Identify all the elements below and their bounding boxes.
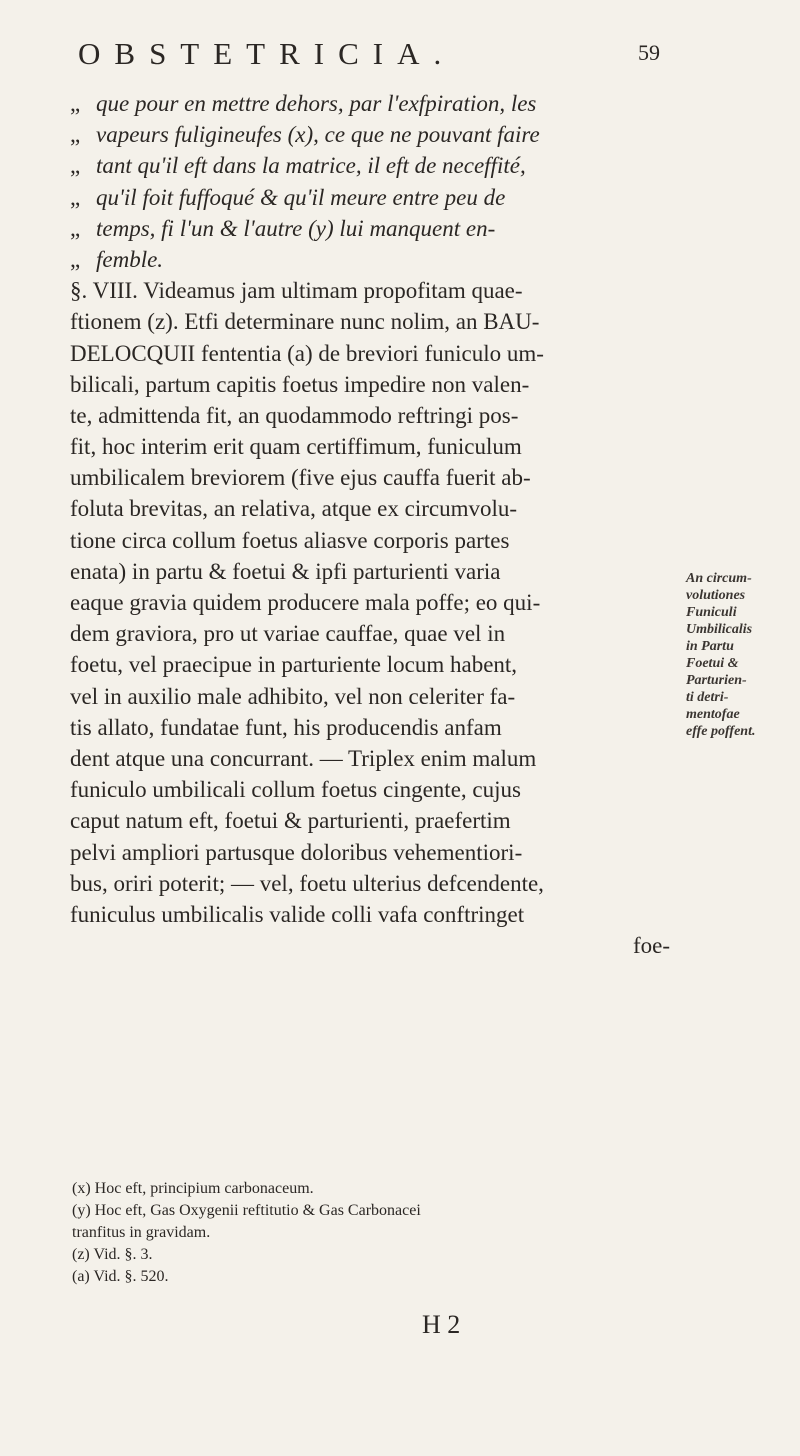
- text-line: [70, 774, 670, 805]
- line-text: funiculo umbilicali collum foetus cingente, cujus: [70, 777, 521, 803]
- margin-note-line: ti detri-: [686, 690, 729, 705]
- line-text: DELOCQUII fententia (a) de breviori funiculo um-: [70, 340, 544, 366]
- body-text: [70, 88, 670, 961]
- text-line: [70, 400, 670, 431]
- line-text: §. VIII. Videamus jam ultimam propofitam quae-: [70, 278, 523, 304]
- line-text: eaque gravia quidem producere mala poffe; eo qui-: [70, 590, 541, 615]
- line-text: tis allato, fundatae funt, his producendis anfam: [70, 714, 502, 740]
- running-title: OBSTETRICIA.: [78, 36, 456, 71]
- margin-note-line: effe poffent.: [686, 724, 756, 739]
- footnote: (a) Vid. §. 520.: [72, 1268, 169, 1285]
- line-text: umbilicalem breviorem (five ejus cauffa fuerit ab-: [70, 465, 531, 491]
- text-line: [70, 930, 670, 961]
- line-text: foluta brevitas, an relativa, atque ex circumvolu-: [70, 496, 518, 522]
- margin-note-line: in Partu: [686, 639, 734, 654]
- quote-mark: „: [70, 91, 81, 116]
- text-line: [70, 244, 670, 275]
- line-text: que pour en mettre dehors, par l'exfpiration, les: [96, 91, 537, 116]
- line-text: foetu, vel praecipue in parturiente locum habent,: [70, 652, 518, 678]
- text-line: [70, 275, 670, 306]
- line-text: te, admittenda fit, an quodammodo reftringi pos-: [70, 402, 519, 428]
- line-text: caput natum eft, foetui & parturienti, praefertim: [70, 808, 511, 834]
- line-text: pelvi ampliori partusque doloribus vehementiori-: [70, 839, 523, 865]
- line-text: dent atque una concurrant. — Triplex enim malum: [70, 745, 537, 771]
- text-line: [70, 525, 670, 556]
- text-line: [70, 338, 670, 369]
- text-line: [70, 556, 670, 587]
- line-text: femble.: [96, 246, 164, 272]
- text-line: [70, 712, 670, 743]
- text-line: [70, 681, 670, 712]
- line-text: enata) in partu & foetui & ipfi parturienti varia: [70, 558, 501, 584]
- text-line: [70, 306, 670, 337]
- text-line: [70, 369, 670, 400]
- line-text: tione circa collum foetus aliasve corporis partes: [70, 527, 510, 553]
- text-line: [70, 431, 670, 462]
- footnote: (x) Hoc eft, principium carbonaceum.: [72, 1180, 314, 1197]
- text-line: [70, 213, 670, 244]
- line-text: ftionem (z). Etfi determinare nunc nolim, an BAU-: [70, 309, 540, 335]
- line-text: foe-: [632, 933, 670, 959]
- page-header: [78, 36, 660, 72]
- text-line: [70, 462, 670, 493]
- margin-note-line: volutiones: [686, 588, 746, 603]
- quote-mark: „: [70, 215, 81, 241]
- line-text: vapeurs fuligineufes (x), ce que ne pouvant faire: [96, 122, 540, 148]
- text-line: [70, 493, 670, 524]
- text-line: [70, 837, 670, 868]
- line-text: dem graviora, pro ut variae cauffae, quae vel in: [70, 621, 506, 647]
- text-line: [70, 805, 670, 836]
- margin-note-line: mentofae: [686, 707, 740, 722]
- line-text: vel in auxilio male adhibito, vel non celeriter fa-: [70, 683, 516, 709]
- margin-note-line: Parturien-: [686, 673, 747, 688]
- margin-note-line: Umbilicalis: [686, 622, 753, 637]
- footnotes: [72, 1178, 712, 1288]
- text-line: [70, 587, 670, 618]
- footnote: tranfitus in gravidam.: [72, 1224, 211, 1241]
- line-text: tant qu'il eft dans la matrice, il eft de neceffité,: [96, 153, 526, 179]
- footnote: (z) Vid. §. 3.: [72, 1246, 153, 1263]
- line-text: bilicali, partum capitis foetus impedire non valen-: [70, 371, 530, 397]
- text-line: [70, 618, 670, 649]
- text-line: [70, 899, 670, 930]
- line-text: bus, oriri poterit; — vel, foetu ulterius defcendente,: [70, 870, 544, 896]
- quote-mark: „: [70, 122, 81, 148]
- signature-mark: H 2: [422, 1310, 461, 1339]
- text-line: [70, 868, 670, 899]
- footnote: (y) Hoc eft, Gas Oxygenii reftitutio & Gas Carbonacei: [72, 1202, 421, 1219]
- text-line: [70, 150, 670, 181]
- text-line: [70, 119, 670, 150]
- line-text: qu'il foit fuffoqué & qu'il meure entre peu de: [96, 184, 506, 210]
- margin-note-line: Funiculi: [686, 605, 737, 620]
- text-line: [70, 88, 670, 119]
- line-text: fit, hoc interim erit quam certiffimum, funiculum: [70, 434, 522, 460]
- margin-note-line: An circum-: [686, 571, 752, 586]
- line-text: funiculus umbilicalis valide colli vafa conftringet: [70, 901, 525, 927]
- margin-note-line: Foetui &: [686, 656, 739, 671]
- text-line: [70, 743, 670, 774]
- page-number: 59: [638, 40, 660, 65]
- text-line: [70, 649, 670, 680]
- quote-mark: „: [70, 246, 81, 272]
- quote-mark: „: [70, 184, 81, 210]
- margin-note: [686, 570, 794, 740]
- text-line: [70, 182, 670, 213]
- line-text: temps, fi l'un & l'autre (y) lui manquent en-: [96, 215, 496, 241]
- quote-mark: „: [70, 153, 81, 179]
